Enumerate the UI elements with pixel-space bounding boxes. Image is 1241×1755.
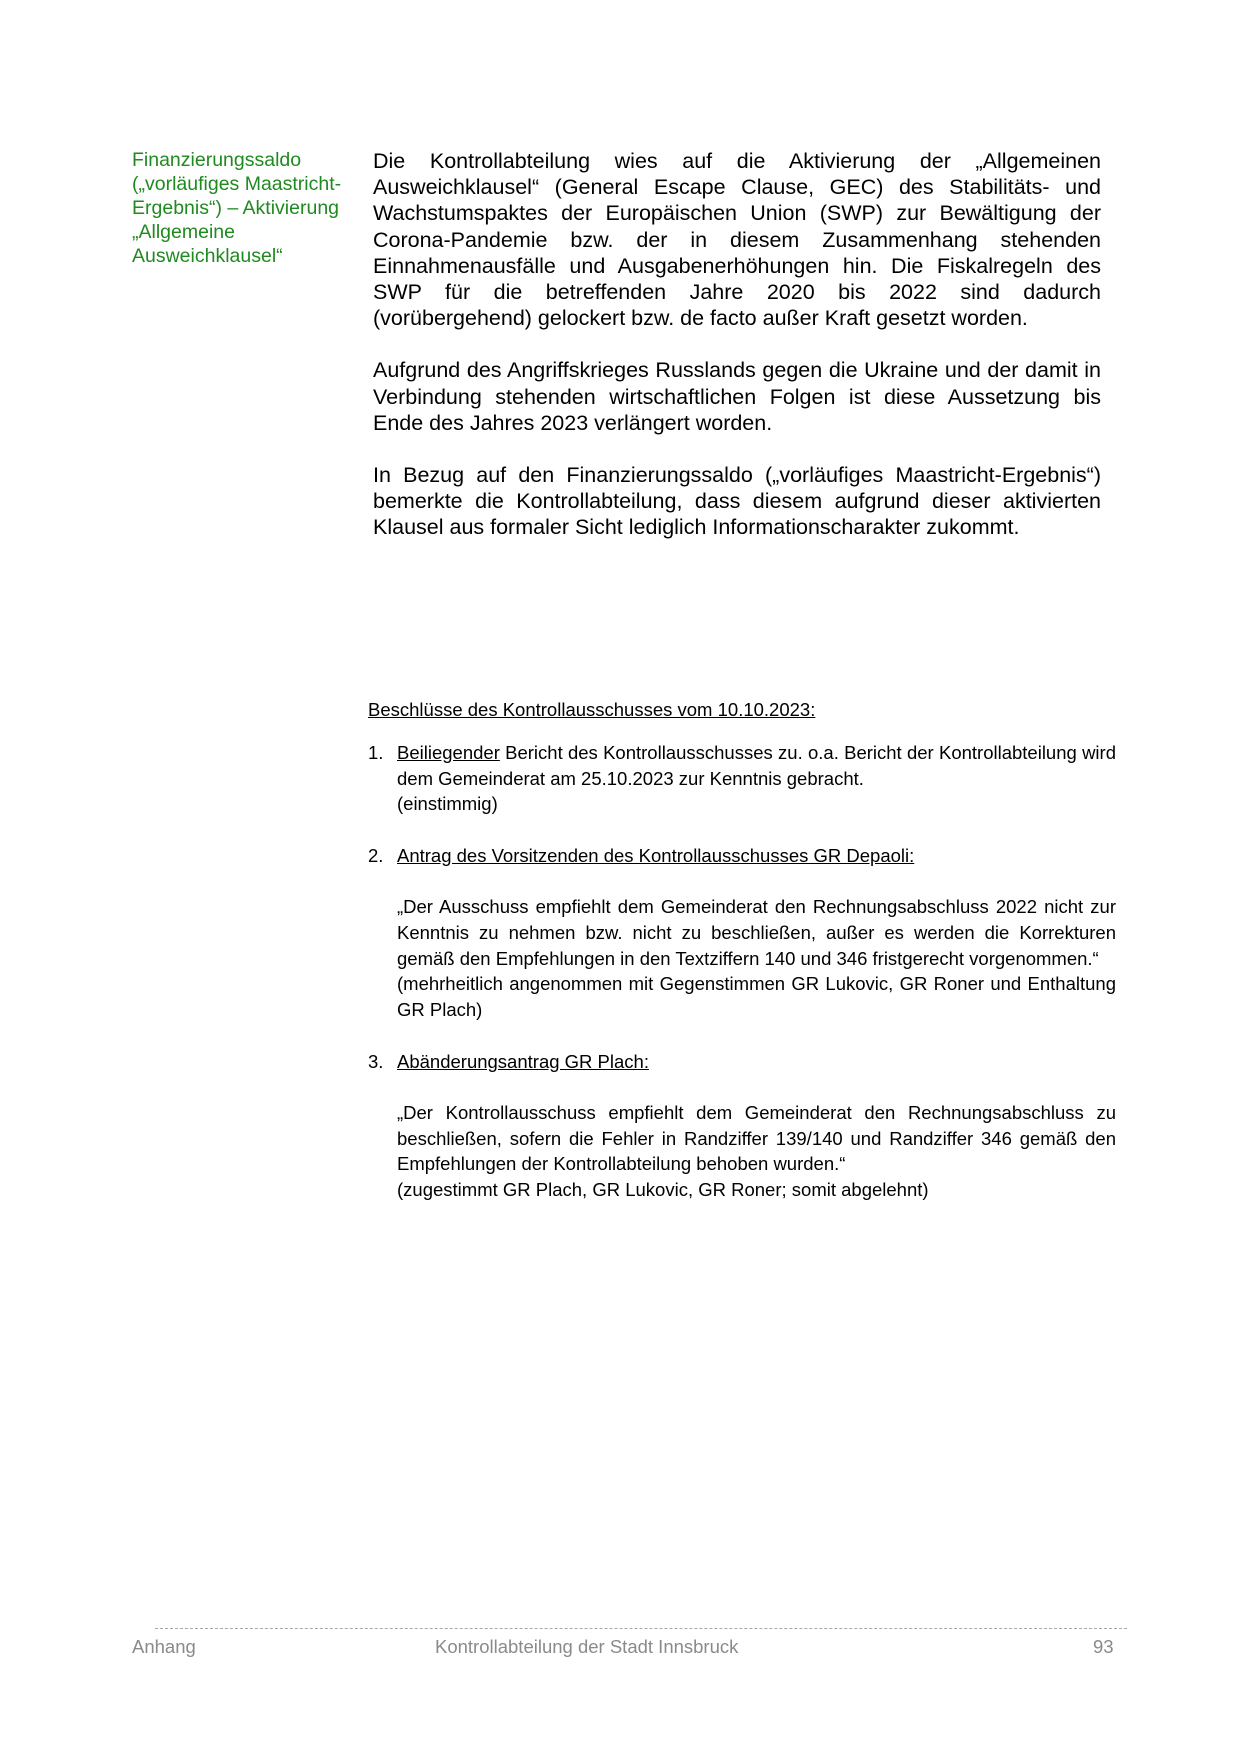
resolutions-section	[368, 697, 1116, 1229]
sidebar-note-line: Ergebnis“) – Aktivierung	[132, 197, 340, 219]
resolution-vote: (einstimmig)	[397, 793, 498, 815]
footer-organization: Kontrollabteilung der Stadt Innsbruck	[435, 1636, 739, 1657]
resolution-text	[397, 740, 1116, 792]
resolution-number: 2.	[368, 845, 384, 867]
main-body-text	[373, 148, 1101, 567]
resolution-quote: „Der Kontrollausschuss empfiehlt dem Gemeinderat den Rechnungsabschluss zu beschließen, sofern die Fehler in Randziffer 139/140 und Randziffer 346 gemäß den Empfehlungen der Kontrollabteilung behoben wurden.“	[397, 1101, 1116, 1175]
sidebar-note-line: „Allgemeine	[132, 221, 235, 243]
resolution-item	[368, 740, 1116, 817]
footer-section-label: Anhang	[132, 1636, 196, 1657]
footer-divider	[155, 1628, 1127, 1629]
sidebar-note-line: Finanzierungssaldo	[132, 149, 302, 171]
resolution-body	[397, 1049, 1116, 1203]
resolution-vote: (zugestimmt GR Plach, GR Lukovic, GR Roner; somit abgelehnt)	[397, 1179, 929, 1201]
resolution-item	[368, 843, 1116, 1023]
resolution-text-rest: Bericht des Kontrollausschusses zu. o.a. Bericht der Kontrollabteilung wird dem Gemeinderat am 25.10.2023 zur Kenntnis gebracht.	[397, 741, 1116, 789]
resolution-number: 1.	[368, 741, 384, 763]
footer-page-number: 93	[1093, 1636, 1114, 1657]
sidebar-margin-note	[132, 148, 362, 268]
body-paragraph: Die Kontrollabteilung wies auf die Aktivierung der „Allgemeinen Ausweichklausel“ (General Escape Clause, GEC) des Stabilitäts- und Wachstumspaktes der Europäischen Union (SWP) zur Bewältigung der Corona-Pandemie bzw. der in diesem Zusammenhang stehenden Einnahmenausfälle und Ausgabenerhöhungen hin. Die Fiskalregeln des SWP für die betreffenden Jahre 2020 bis 2022 sind dadurch (vorübergehend) gelockert bzw. de facto außer Kraft gesetzt worden.	[373, 149, 1101, 331]
sidebar-note-line: Ausweichklausel“	[132, 245, 283, 267]
resolution-number: 3.	[368, 1050, 384, 1072]
resolution-item	[368, 1049, 1116, 1203]
resolution-body	[397, 843, 1116, 1023]
resolution-body	[397, 740, 1116, 817]
sidebar-note-line: („vorläufiges Maastricht-	[132, 173, 342, 195]
body-paragraph: In Bezug auf den Finanzierungssaldo („vorläufiges Maastricht-Ergebnis“) bemerkte die Kontrollabteilung, dass diesem aufgrund dieser aktivierten Klausel aus formaler Sicht lediglich Informationscharakter zukommt.	[373, 463, 1101, 540]
resolution-quote: „Der Ausschuss empfiehlt dem Gemeinderat den Rechnungsabschluss 2022 nicht zur Kenntnis zu nehmen bzw. nicht zu beschließen, außer es werden die Korrekturen gemäß den Empfehlungen in den Textziffern 140 und 346 fristgerecht vorgenommen.“	[397, 895, 1116, 969]
resolutions-heading: Beschlüsse des Kontrollausschusses vom 10.10.2023:	[368, 699, 816, 720]
resolution-lead: Beiliegender	[397, 741, 500, 763]
resolution-vote: (mehrheitlich angenommen mit Gegenstimmen GR Lukovic, GR Roner und Enthaltung GR Plach)	[397, 973, 1116, 1021]
resolution-title: Antrag des Vorsitzenden des Kontrollausschusses GR Depaoli:	[397, 845, 915, 867]
resolution-title: Abänderungsantrag GR Plach:	[397, 1050, 649, 1072]
body-paragraph: Aufgrund des Angriffskrieges Russlands gegen die Ukraine und der damit in Verbindung stehenden wirtschaftlichen Folgen ist diese Aussetzung bis Ende des Jahres 2023 verlängert worden.	[373, 358, 1101, 435]
